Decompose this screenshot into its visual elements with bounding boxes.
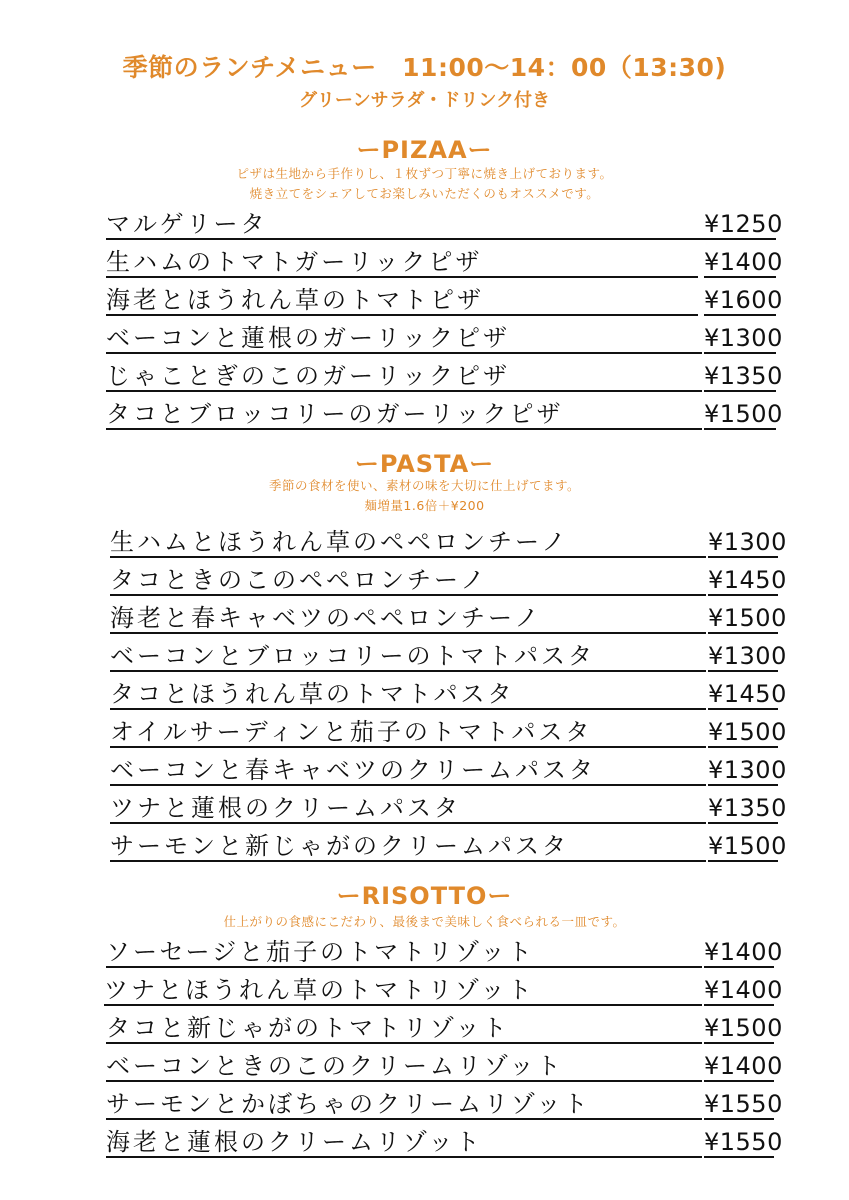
item-name: じゃことぎのこのガーリックピザ xyxy=(106,362,511,390)
item-price: ¥1550 xyxy=(704,1090,783,1118)
price-underline xyxy=(708,746,778,748)
item-underline xyxy=(106,428,702,430)
price-underline xyxy=(704,966,774,968)
pizza-item xyxy=(106,358,783,392)
pasta-item xyxy=(110,524,787,558)
risotto-item xyxy=(106,1048,783,1082)
price-underline xyxy=(708,784,778,786)
item-name: 海老とほうれん草のトマトピザ xyxy=(106,286,484,314)
item-price: ¥1500 xyxy=(704,1014,783,1042)
pizza-note-line1: ピザは生地から手作りし、１枚ずつ丁寧に焼き上げております。 xyxy=(236,166,613,181)
item-underline xyxy=(110,860,706,862)
item-underline xyxy=(106,352,702,354)
risotto-item xyxy=(106,1124,783,1158)
item-name: マルゲリータ xyxy=(106,210,268,238)
item-underline xyxy=(110,632,706,634)
item-name: ベーコンとブロッコリーのトマトパスタ xyxy=(110,642,596,670)
item-name: タコときのこのペペロンチーノ xyxy=(110,566,488,594)
item-price: ¥1250 xyxy=(704,210,783,238)
item-name: サーモンとかぼちゃのクリームリゾット xyxy=(106,1090,591,1118)
item-price: ¥1300 xyxy=(708,642,787,670)
item-underline xyxy=(106,314,698,316)
item-price: ¥1300 xyxy=(704,324,783,352)
item-price: ¥1500 xyxy=(708,604,787,632)
pasta-section-title: ーPASTAー xyxy=(354,450,495,478)
item-price: ¥1300 xyxy=(708,528,787,556)
pasta-note-line1: 季節の食材を使い、素材の味を大切に仕上げてます。 xyxy=(268,478,580,493)
risotto-note-line1: 仕上がりの食感にこだわり、最後まで美味しく食べられる一皿です。 xyxy=(223,914,626,929)
price-underline xyxy=(708,670,778,672)
pizza-note-line2: 焼き立てをシェアしてお楽しみいただくのもオススメです。 xyxy=(249,186,600,201)
item-name: ベーコンと春キャベツのクリームパスタ xyxy=(110,756,596,784)
pizza-item xyxy=(106,282,783,316)
item-price: ¥1400 xyxy=(704,976,783,1004)
price-underline xyxy=(704,1156,774,1158)
item-name: ベーコンときのこのクリームリゾット xyxy=(106,1052,564,1080)
item-price: ¥1300 xyxy=(708,756,787,784)
item-underline xyxy=(106,1156,702,1158)
item-price: ¥1400 xyxy=(704,1052,783,1080)
item-price: ¥1500 xyxy=(708,832,787,860)
item-underline xyxy=(106,1118,702,1120)
price-underline xyxy=(704,352,776,354)
pasta-note-line2: 麺増量1.6倍＋¥200 xyxy=(364,498,485,513)
risotto-item xyxy=(106,1086,783,1120)
item-name: サーモンと新じゃがのクリームパスタ xyxy=(110,832,569,860)
pasta-item xyxy=(110,714,787,748)
item-underline xyxy=(110,708,706,710)
item-price: ¥1450 xyxy=(708,680,787,708)
menu-subtitle: グリーンサラダ・ドリンク付き xyxy=(298,90,551,111)
item-name: ソーセージと茄子のトマトリゾット xyxy=(106,938,535,966)
pizza-item xyxy=(106,396,783,430)
item-underline xyxy=(110,746,706,748)
item-underline xyxy=(106,238,706,240)
price-underline xyxy=(704,1118,774,1120)
price-underline xyxy=(704,1004,774,1006)
risotto-item xyxy=(106,1010,783,1044)
item-name: 海老と蓮根のクリームリゾット xyxy=(106,1128,483,1156)
item-underline xyxy=(110,784,706,786)
item-name: 生ハムとほうれん草のペペロンチーノ xyxy=(110,528,569,556)
pasta-item xyxy=(110,676,787,710)
pizza-section-title: ーPIZAAー xyxy=(356,136,493,164)
item-name: オイルサーディンと茄子のトマトパスタ xyxy=(110,718,593,746)
pizza-item xyxy=(106,206,783,240)
item-underline xyxy=(104,1004,702,1006)
item-name: タコとブロッコリーのガーリックピザ xyxy=(106,400,564,428)
menu-title: 季節のランチメニュー 11:00〜14：00（13:30) xyxy=(122,53,727,82)
risotto-section-title: ーRISOTTOー xyxy=(336,882,513,910)
price-underline xyxy=(704,314,776,316)
item-price: ¥1550 xyxy=(704,1128,783,1156)
pizza-item xyxy=(106,244,783,278)
pizza-item xyxy=(106,320,783,354)
price-underline xyxy=(708,860,778,862)
item-underline xyxy=(110,822,706,824)
item-name: 海老と春キャベツのペペロンチーノ xyxy=(110,604,542,632)
item-underline xyxy=(110,670,706,672)
item-price: ¥1350 xyxy=(704,362,783,390)
pasta-item xyxy=(110,638,787,672)
price-underline xyxy=(708,594,778,596)
item-name: ベーコンと蓮根のガーリックピザ xyxy=(106,324,511,352)
price-underline xyxy=(708,708,778,710)
item-underline xyxy=(106,1080,702,1082)
item-underline xyxy=(106,1042,702,1044)
risotto-item xyxy=(106,934,783,968)
item-price: ¥1400 xyxy=(704,248,783,276)
item-name: ツナと蓮根のクリームパスタ xyxy=(110,794,461,822)
item-underline xyxy=(106,390,702,392)
pasta-item xyxy=(110,562,787,596)
item-underline xyxy=(110,594,706,596)
item-underline xyxy=(110,556,706,558)
item-price: ¥1450 xyxy=(708,566,787,594)
item-price: ¥1600 xyxy=(704,286,783,314)
item-name: ツナとほうれん草のトマトリゾット xyxy=(104,976,535,1004)
price-underline xyxy=(704,1080,774,1082)
price-underline xyxy=(704,390,776,392)
item-price: ¥1350 xyxy=(708,794,787,822)
pasta-item xyxy=(110,752,787,786)
price-underline xyxy=(708,822,778,824)
price-underline xyxy=(708,556,778,558)
pasta-item xyxy=(110,828,787,862)
price-underline xyxy=(704,276,776,278)
item-underline xyxy=(106,276,698,278)
price-underline xyxy=(704,1042,774,1044)
price-underline xyxy=(704,238,776,240)
item-name: タコと新じゃがのトマトリゾット xyxy=(106,1014,510,1042)
price-underline xyxy=(704,428,776,430)
price-underline xyxy=(708,632,778,634)
item-price: ¥1400 xyxy=(704,938,783,966)
item-name: 生ハムのトマトガーリックピザ xyxy=(106,248,483,276)
pasta-item xyxy=(110,600,787,634)
item-price: ¥1500 xyxy=(704,400,783,428)
item-price: ¥1500 xyxy=(708,718,787,746)
item-name: タコとほうれん草のトマトパスタ xyxy=(110,680,515,708)
risotto-item xyxy=(104,972,783,1006)
item-underline xyxy=(106,966,702,968)
pasta-item xyxy=(110,790,787,824)
